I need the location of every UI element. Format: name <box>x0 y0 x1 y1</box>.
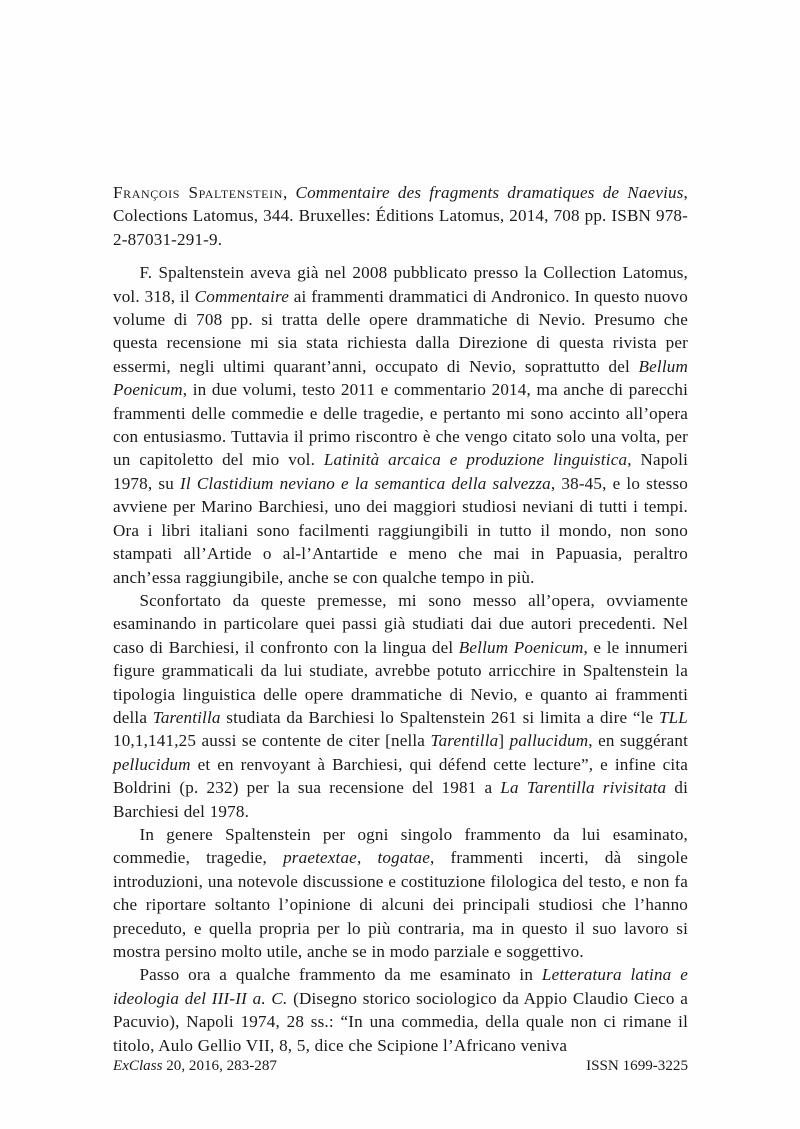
text-run: ai frammenti drammatici di Andronico. In questo nuovo volume di 708 pp. si tratta delle opere drammatiche di Nevio. Presumo che questa recensione mi sia stata richiesta dalla Direzione di questa rivista per essermi, negli ultimi quarant’anni, occupato di Nevio, soprattutto del <box>113 286 688 376</box>
text-run: , frammenti incerti, dà singole introduzioni, una notevole discussione e costituzione filologica del testo, e non fa che riportare soltanto l’opinione di alcuni dei principali studiosi che l’hanno preceduto, e quella propria per lo più contraria, ma in questo il suo lavoro si mostra persino molto utile, anche se in modo parziale e soggettivo. <box>113 848 688 961</box>
body-paragraph-1 <box>113 261 688 589</box>
text-run: di Barchiesi del 1978. <box>113 778 688 821</box>
page-text-body <box>113 181 688 1057</box>
footer-journal-name: ExClass <box>113 1058 163 1074</box>
text-run: , e le innumeri figure grammaticali da lui studiate, avrebbe potuto arricchire in Spaltenstein la tipologia linguistica delle opere drammatiche di Nevio, e quanto ai frammenti della <box>113 637 688 727</box>
reference-publication-details: , Colections Latomus, 344. Bruxelles: Éditions Latomus, 2014, 708 pp. ISBN 978-2-87031-291-9. <box>113 183 688 249</box>
italic-run: pellucidum <box>113 754 191 774</box>
italic-run: TLL <box>658 707 688 727</box>
italic-run: La Tarentilla rivisitata <box>500 778 667 798</box>
text-run: Passo ora a qualche frammento da me esaminato in <box>139 965 542 985</box>
text-run: , 38-45, e lo stesso avviene per Marino Barchiesi, uno dei maggiori studiosi neviani di tutti i tempi. Ora i libri italiani sono facilmenti raggiungibili in tutto il mondo, non sono stampati all’Artide o al-l’Antartide e meno che mai in Papuasia, peraltro anch’essa raggiungibile, anche se con qualche tempo in più. <box>113 473 689 587</box>
text-run: studiata da Barchiesi lo Spaltenstein 261 si limita a dire “le <box>220 707 659 727</box>
reference-author-separator: , <box>282 183 296 202</box>
body-paragraph-2 <box>113 589 688 823</box>
italic-run: Bellum Poenicum <box>458 637 584 657</box>
text-run: et en renvoyant à Barchiesi, qui défend cette lecture”, e infine cita Boldrini (p. 232) per la sua recensione del 1981 a <box>113 754 688 798</box>
text-run: F. Spaltenstein aveva già nel 2008 pubblicato presso la Collection Latomus, vol. 318, il <box>113 263 688 306</box>
body-paragraph-3 <box>113 823 688 963</box>
bibliographic-reference-heading <box>113 181 688 251</box>
italic-run: Tarentilla <box>430 731 499 751</box>
text-run: (Disegno storico sociologico da Appio Claudio Cieco a Pacuvio), Napoli 1974, 28 ss.: “In una commedia, della quale non ci rimane il titolo, Aulo Gellio VII, 8, 5, dice che Scipione l’Africano veniva <box>113 988 688 1055</box>
text-run: , <box>356 848 378 868</box>
italic-run: Latinità arcaica e produzione linguistica <box>323 450 628 470</box>
page-footer <box>113 1056 688 1076</box>
italic-run: praetextae <box>283 848 357 868</box>
text-run: 10,1,141,25 aussi se contente de citer [nella <box>113 731 431 751</box>
italic-run: Bellum Poenicum <box>113 356 688 400</box>
italic-run: Il Clastidium neviano e la semantica della salvezza <box>179 473 551 493</box>
text-run: , en suggérant <box>588 731 688 751</box>
italic-run: pallucidum <box>509 731 589 751</box>
footer-issn: ISSN 1699-3225 <box>586 1058 688 1074</box>
footer-journal-volume-pages: 20, 2016, 283-287 <box>162 1058 277 1074</box>
italic-run: Commentaire <box>194 286 289 306</box>
text-run: , in due volumi, testo 2011 e commentario 2014, ma anche di parecchi frammenti delle commedie e delle tragedie, e pertanto mi sono accinto all’opera con entusiasmo. Tuttavia il primo riscontro è che vengo citato solo una volta, per un capitoletto del mio vol. <box>113 380 688 470</box>
italic-run: Tarentilla <box>152 707 221 727</box>
text-run: , Napoli 1978, su <box>113 450 688 493</box>
footer-journal-citation <box>113 1056 277 1076</box>
text-run: ] <box>498 731 510 751</box>
italic-run: Letteratura latina e ideologia del III-II a. C. <box>113 965 688 1008</box>
italic-run: togatae <box>377 848 430 868</box>
reference-title: Commentaire des fragments dramatiques de Naevius <box>295 183 684 202</box>
body-paragraph-4 <box>113 963 688 1057</box>
text-run: Sconfortato da queste premesse, mi sono messo all’opera, ovviamente esaminando in particolare quei passi già studiati dai due autori precedenti. Nel caso di Barchiesi, il confronto con la lingua del <box>113 590 688 657</box>
reference-author: François Spaltenstein <box>113 183 283 202</box>
text-run: In genere Spaltenstein per ogni singolo frammento da lui esaminato, commedie, tragedie, <box>113 824 688 868</box>
